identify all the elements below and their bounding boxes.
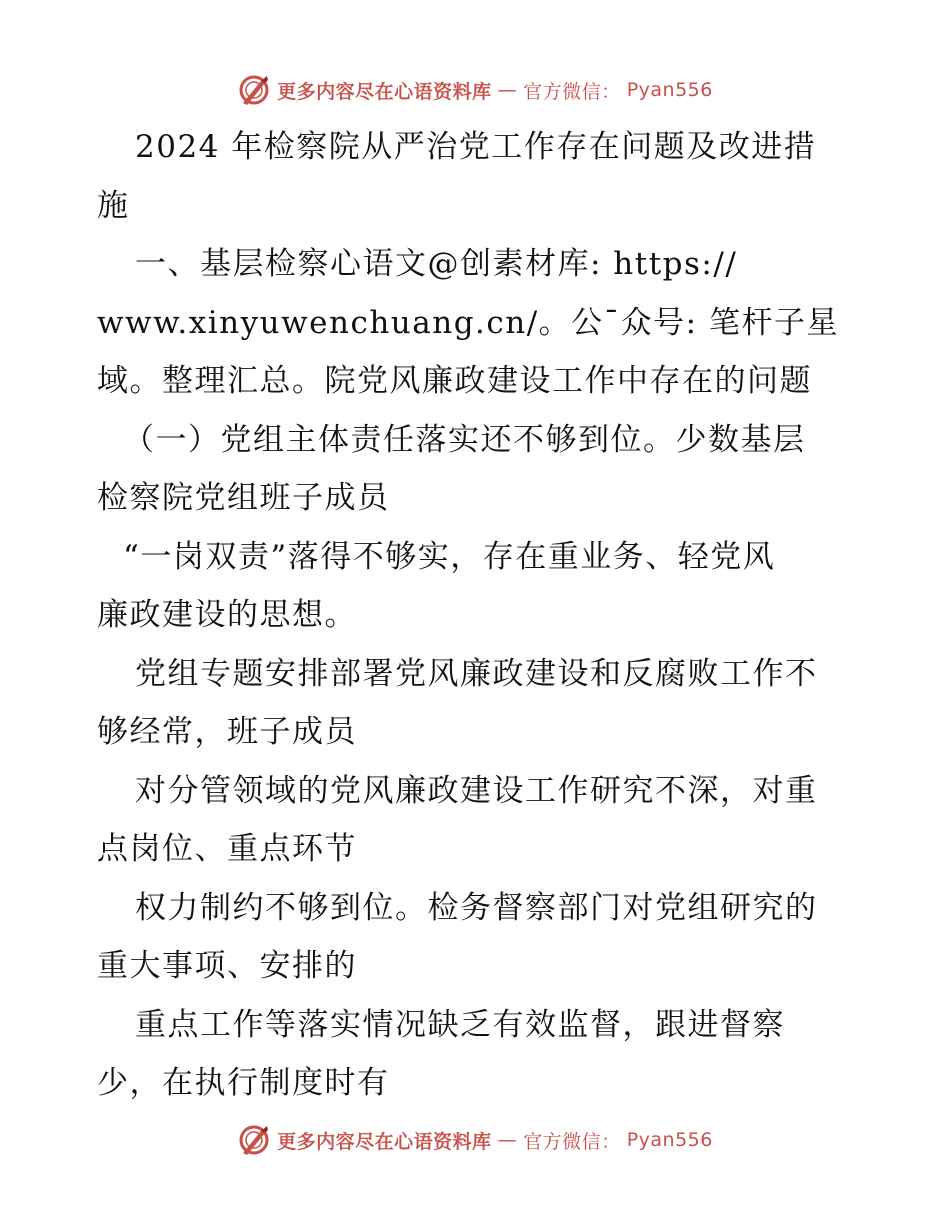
paragraph-line: 一、基层检察心语文@创素材库: https:// [135,246,738,282]
header-watermark-banner [0,70,950,110]
header-library-text: 更多内容尽在心语资料库 [277,80,492,103]
footer-watermark-banner [0,1120,950,1160]
paragraph-line: 够经常，班子成员 [97,714,357,750]
paragraph-line: “一岗双责”落得不够实，存在重业务、轻党风 [123,538,776,575]
pen-seal-logo-icon [237,1123,271,1157]
footer-wechat-label: 官方微信： [523,1130,621,1153]
paragraph-line: 重点工作等落实情况缺乏有效监督，跟进督察 [135,1006,785,1043]
section-heading-line: （一）党组主体责任落实还不够到位。少数基层 [123,421,806,458]
paragraph-line: 权力制约不够到位。检务督察部门对党组研究的 [135,889,818,926]
paragraph-line: www.xinyuwenchuang.cn/。公¯众号: 笔杆子星 [97,304,839,341]
paragraph-line: 廉政建设的思想。 [97,597,357,633]
paragraph-line: 少，在执行制度时有 [97,1065,390,1101]
pen-seal-logo-icon [237,73,271,107]
paragraph-line: 对分管领域的党风廉政建设工作研究不深，对重 [135,772,818,809]
paragraph-line: 党组专题安排部署党风廉政建设和反腐败工作不 [135,655,818,692]
header-separator: — [497,79,518,101]
paragraph-line: 域。整理汇总。院党风廉政建设工作中存在的问题 [97,363,812,399]
header-wechat-label: 官方微信： [523,80,621,103]
title-line-2: 施 [97,187,130,224]
document-body [97,118,857,1113]
footer-wechat-id: Pyan556 [626,1129,713,1151]
footer-library-text: 更多内容尽在心语资料库 [277,1130,492,1153]
header-wechat-id: Pyan556 [626,79,713,101]
footer-separator: — [497,1129,518,1151]
paragraph-line: 重大事项、安排的 [97,948,357,984]
paragraph-line: 点岗位、重点环节 [97,831,357,867]
paragraph-line: 检察院党组班子成员 [97,480,390,516]
title-line-1: 2024 年检察院从严治党工作存在问题及改进措 [135,129,817,165]
